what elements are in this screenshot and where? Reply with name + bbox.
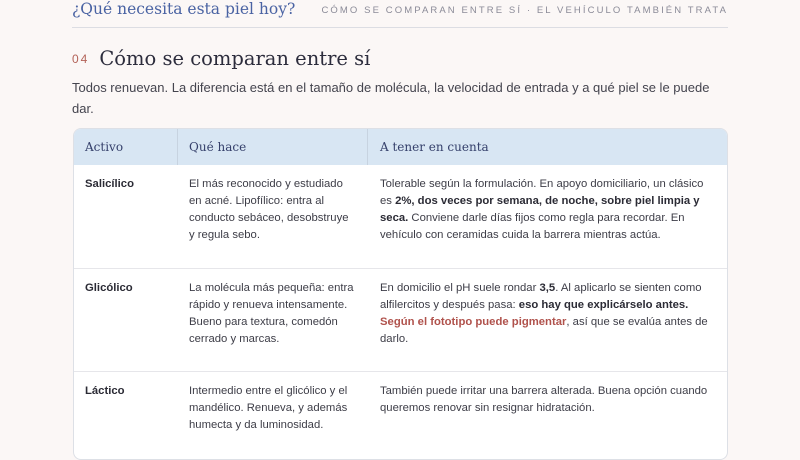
active-name: Glicólico bbox=[85, 282, 133, 294]
section-header bbox=[72, 47, 370, 70]
section-title: Cómo se comparan entre sí bbox=[99, 47, 371, 70]
column-header-does: Qué hace bbox=[189, 140, 247, 154]
column-divider bbox=[177, 129, 178, 165]
section-number: 04 bbox=[72, 51, 90, 66]
table-row bbox=[74, 371, 727, 460]
column-header-notes: A tener en cuenta bbox=[380, 140, 489, 154]
active-name: Láctico bbox=[85, 385, 125, 397]
active-notes: En domicilio el pH suele rondar 3,5. Al aplicarlo se sienten como alfilercitos y después pasa: eso hay que explicárselo antes. Según el fototipo puede pigmentar, así que se evalúa antes de darlo. bbox=[380, 282, 708, 345]
active-name: Salicílico bbox=[85, 178, 134, 190]
active-notes: También puede irritar una barrera alterada. Buena opción cuando queremos renovar sin resignar hidratación. bbox=[380, 385, 708, 414]
active-description: Intermedio entre el glicólico y el mandélico. Renueva, y además humecta y da luminosidad. bbox=[189, 385, 348, 431]
site-brand[interactable]: ¿Qué necesita esta piel hoy? bbox=[72, 0, 296, 18]
section-lead: Todos renuevan. La diferencia está en el tamaño de molécula, la velocidad de entrada y a qué piel se le puede dar. bbox=[72, 80, 710, 116]
column-divider bbox=[367, 129, 368, 165]
active-description: La molécula más pequeña: entra rápido y renueva intensamente. Bueno para textura, comedón cerrado y marcas. bbox=[189, 282, 354, 345]
table-row bbox=[74, 268, 727, 372]
table-row bbox=[74, 165, 727, 268]
column-header-active: Activo bbox=[85, 140, 124, 154]
active-notes: Tolerable según la formulación. En apoyo domiciliario, un clásico es 2%, dos veces por semana, de noche, sobre piel limpia y seca. Conviene darle días fijos como regla para recordar. En vehículo con ceramidas cuida la barrera mientras actúa. bbox=[380, 178, 704, 241]
table-header bbox=[74, 129, 727, 165]
top-bar bbox=[72, 0, 728, 28]
comparison-table bbox=[73, 128, 728, 460]
breadcrumb: CÓMO SE COMPARAN ENTRE SÍ · EL VEHÍCULO TAMBIÉN TRATA bbox=[321, 5, 728, 16]
active-description: El más reconocido y estudiado en acné. Lipofílico: entra al conducto sebáceo, desobstruye y regula sebo. bbox=[189, 178, 349, 241]
